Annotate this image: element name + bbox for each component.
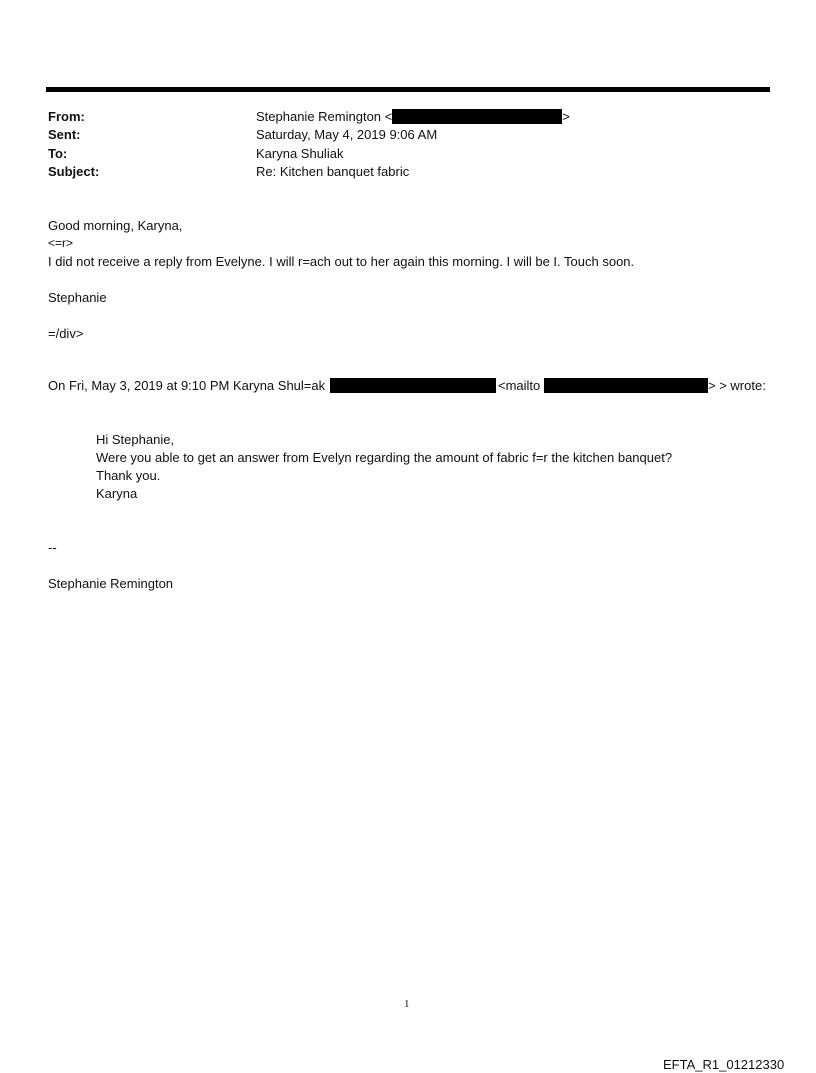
signature-name: Stephanie Remington [48,576,174,591]
artifact-div: =/div> [48,326,84,341]
subject-value: Re: Kitchen banquet fabric [256,164,410,179]
header-rule [46,87,770,92]
redacted-mailto [544,377,708,394]
subject-label: Subject: [48,164,100,179]
quote-line: Thank you. [96,468,161,483]
attribution-end: > > wrote: [708,378,766,393]
quote-line: Hi Stephanie, [96,432,175,447]
sent-value: Saturday, May 4, 2019 9:06 AM [256,127,438,142]
quote-attribution [48,377,325,394]
attribution-mailto: <mailto [498,378,541,393]
signoff: Stephanie [48,290,107,305]
from-value-line [256,108,570,125]
signature-separator: -- [48,540,57,555]
redacted-sender-email [330,377,496,394]
from-gt: > [562,109,570,124]
message-text: I did not receive a reply from Evelyne. I will r=ach out to her again this morning. I will be I. Touch soon. [48,254,635,269]
sent-label: Sent: [48,127,81,142]
quote-line: Were you able to get an answer from Evelyn regarding the amount of fabric f=r the kitchen banquet? [96,450,673,465]
to-label: To: [48,146,68,161]
artifact-br: <=r> [48,236,74,250]
quote-line: Karyna [96,486,138,501]
attribution-start: On Fri, May 3, 2019 at 9:10 PM Karyna Shul=ak [48,378,326,393]
bates-number: EFTA_R1_01212330 [663,1057,785,1072]
from-label: From: [48,109,85,124]
from-lt: < [384,109,393,124]
greeting: Good morning, Karyna, [48,218,183,233]
page-number: 1 [404,998,410,1010]
to-value: Karyna Shuliak [256,146,344,161]
from-value: Stephanie Remington [256,109,382,124]
redacted-email [392,109,562,124]
